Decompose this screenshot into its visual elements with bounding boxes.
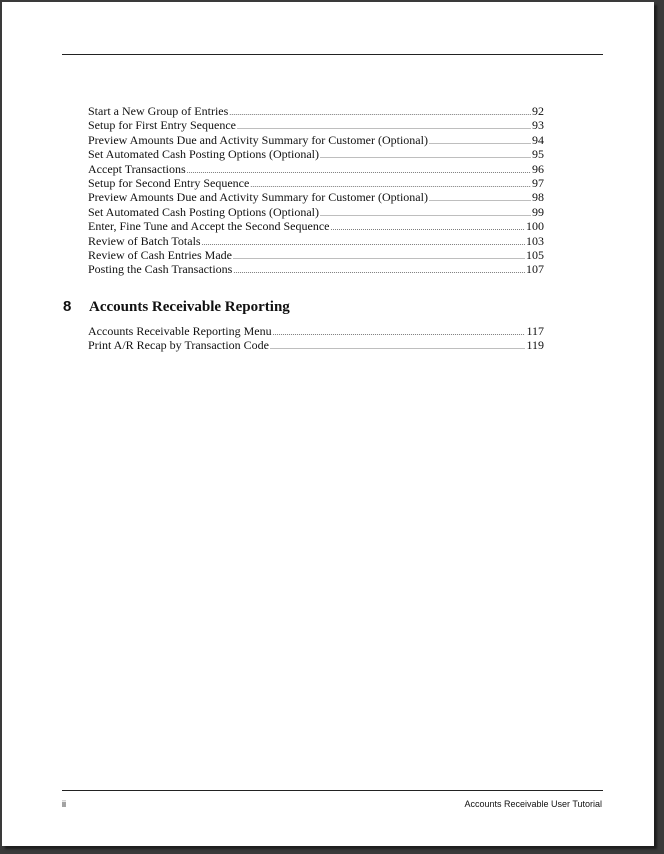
toc-entry-page: 96 xyxy=(532,161,544,176)
toc-entry-title: Set Automated Cash Posting Options (Optional) xyxy=(88,147,319,162)
toc-dot-leader xyxy=(429,192,531,206)
toc-entry-title: Set Automated Cash Posting Options (Optional) xyxy=(88,204,319,219)
toc-dot-leader xyxy=(320,149,531,163)
toc-entry-title: Review of Cash Entries Made xyxy=(88,247,232,262)
toc-entry-title: Accept Transactions xyxy=(88,161,186,176)
toc-entry[interactable] xyxy=(88,118,544,132)
toc-entry-page: 99 xyxy=(532,204,544,219)
toc-entry-title: Posting the Cash Transactions xyxy=(88,262,233,277)
chapter-number: 8 xyxy=(63,298,72,315)
toc-dot-leader xyxy=(202,236,525,250)
footer-page-number: ii xyxy=(62,799,66,809)
toc-entry[interactable] xyxy=(88,248,544,262)
toc-entry-page: 117 xyxy=(526,324,544,338)
toc-dot-leader xyxy=(270,340,525,354)
header-rule xyxy=(62,54,603,55)
toc-entry-page: 98 xyxy=(532,190,544,205)
toc-entry[interactable] xyxy=(88,234,544,248)
toc-entry[interactable] xyxy=(88,219,544,233)
toc-list-section-7 xyxy=(88,104,544,277)
toc-entry-title: Preview Amounts Due and Activity Summary for Customer (Optional) xyxy=(88,132,428,147)
toc-entry-page: 103 xyxy=(526,233,544,248)
toc-entry[interactable] xyxy=(88,162,544,176)
footer-document-title: Accounts Receivable User Tutorial xyxy=(464,799,602,809)
toc-entry-page: 107 xyxy=(526,262,544,277)
toc-entry-page: 95 xyxy=(532,147,544,162)
toc-entry[interactable] xyxy=(88,338,544,352)
toc-entry-title: Setup for First Entry Sequence xyxy=(88,118,236,133)
toc-dot-leader xyxy=(273,326,526,340)
toc-entry-title: Print A/R Recap by Transaction Code xyxy=(88,338,269,353)
toc-entry[interactable] xyxy=(88,104,544,118)
toc-entry-title: Accounts Receivable Reporting Menu xyxy=(88,324,272,338)
document-page xyxy=(2,2,654,846)
toc-entry[interactable] xyxy=(88,147,544,161)
toc-entry-page: 119 xyxy=(526,338,544,353)
toc-dot-leader xyxy=(229,106,531,120)
toc-entry[interactable] xyxy=(88,324,544,338)
toc-entry-page: 97 xyxy=(532,175,544,190)
toc-entry[interactable] xyxy=(88,190,544,204)
toc-entry[interactable] xyxy=(88,262,544,276)
chapter-title[interactable]: Accounts Receivable Reporting xyxy=(89,299,290,315)
toc-entry-title: Preview Amounts Due and Activity Summary for Customer (Optional) xyxy=(88,190,428,205)
toc-entry-page: 93 xyxy=(532,118,544,133)
toc-entry-page: 100 xyxy=(526,219,544,234)
toc-entry-title: Enter, Fine Tune and Accept the Second Sequence xyxy=(88,219,330,234)
toc-dot-leader xyxy=(429,135,531,149)
toc-entry[interactable] xyxy=(88,176,544,190)
toc-entry[interactable] xyxy=(88,133,544,147)
toc-entry-page: 92 xyxy=(532,104,544,118)
toc-list-section-8 xyxy=(88,324,544,353)
toc-dot-leader xyxy=(233,250,525,264)
toc-dot-leader xyxy=(330,221,525,235)
toc-entry-title: Setup for Second Entry Sequence xyxy=(88,175,250,190)
toc-entry-title: Start a New Group of Entries xyxy=(88,104,229,118)
toc-entry-page: 105 xyxy=(526,247,544,262)
footer-rule xyxy=(62,790,603,791)
toc-entry[interactable] xyxy=(88,205,544,219)
toc-entry-title: Review of Batch Totals xyxy=(88,233,201,248)
toc-entry-page: 94 xyxy=(532,132,544,147)
toc-dot-leader xyxy=(233,264,525,278)
toc-dot-leader xyxy=(320,207,531,221)
